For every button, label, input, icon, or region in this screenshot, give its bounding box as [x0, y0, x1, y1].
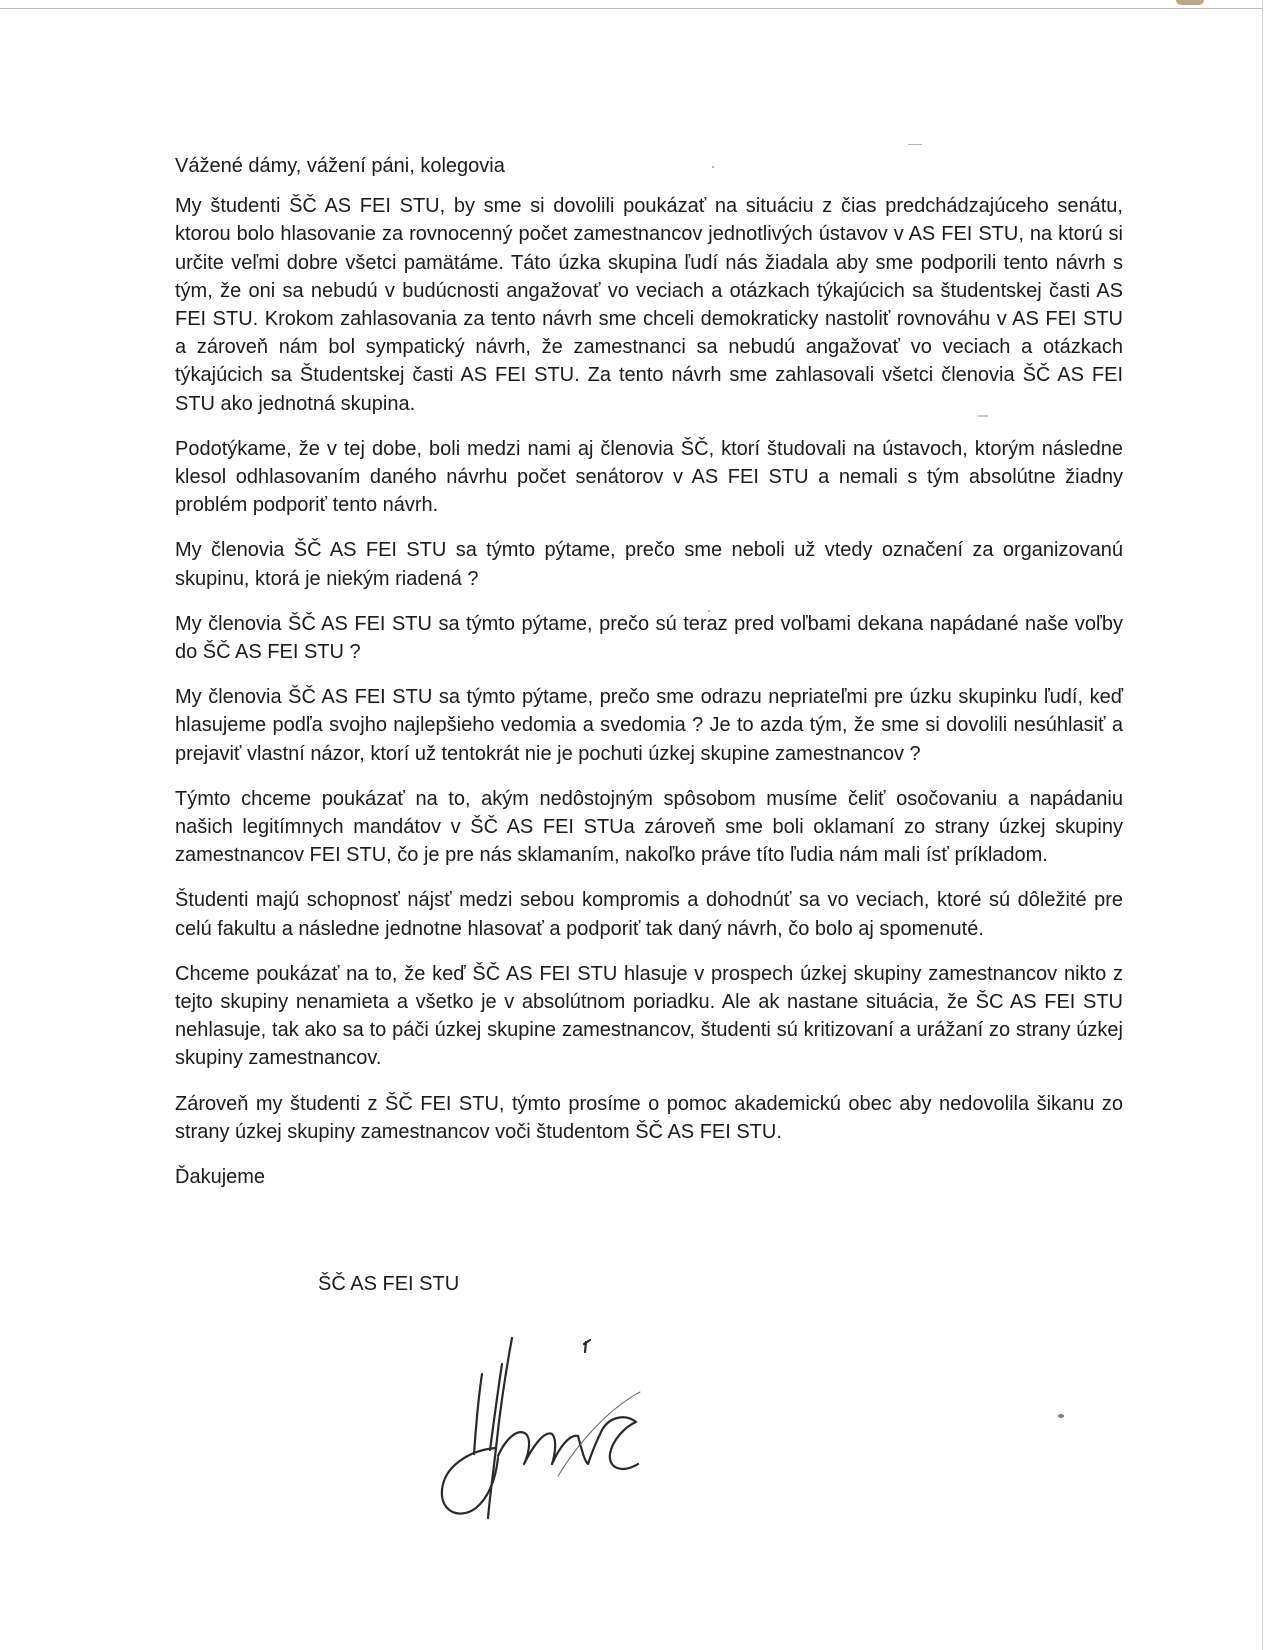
paragraph: Chceme poukázať na to, že keď ŠČ AS FEI STU hlasuje v prospech úzkej skupiny zamestnancov nikto z tejto skupiny nenamieta a všetko je v absolútnom poriadku. Ale ak nastane situácia, že ŠC AS FEI STU nehlasuje, tak ako sa to páči úzkej skupine zamestnancov, študenti sú kritizovaní a urážaní zo strany úzkej skupiny zamestnancov.: [175, 962, 1123, 1070]
scan-speck: [1058, 1414, 1064, 1418]
corner-mark: [1176, 0, 1204, 5]
letter-body: [175, 152, 1123, 1191]
paragraph: My členovia ŠČ AS FEI STU sa týmto pýtame, prečo sú teraz pred voľbami dekana napádané naše voľby do ŠČ AS FEI STU ?: [175, 612, 1123, 664]
paragraph: My členovia ŠČ AS FEI STU sa týmto pýtame, prečo sme odrazu nepriateľmi pre úzku skupinku ľudí, keď hlasujeme podľa svojho najlepšieho vedomia a svedomia ? Je to azda tým, že sme si dovolili nesúhlasiť a prejaviť vlastní názor, ktorí už tentokrát nie je pochuti úzkej skupine zamestnancov ?: [175, 686, 1123, 765]
paragraph: Týmto chceme poukázať na to, akým nedôstojným spôsobom musíme čeliť osočovaniu a napádaniu našich legitímnych mandátov v ŠČ AS FEI STUa zároveň sme boli oklamaní zo strany úzkej skupiny zamestnancov FEI STU, čo je pre nás sklamaním, nakoľko práve títo ľudia nám mali ísť príkladom.: [175, 787, 1123, 867]
paragraph: My členovia ŠČ AS FEI STU sa týmto pýtame, prečo sme neboli už vtedy označení za organizovanú skupinu, ktorá je niekým riadená ?: [175, 539, 1123, 590]
salutation: Vážené dámy, vážení páni, kolegovia: [175, 155, 505, 177]
paragraph: My študenti ŠČ AS FEI STU, by sme si dovolili poukázať na situáciu z čias predchádzajúceho senátu, ktorou bolo hlasovanie za rovnocenný počet zamestnancov jednotlivých ústavov v AS FEI STU, na ktorú si určite veľmi dobre všetci pamätáme. Táto úzka skupina ľudí nás žiadala aby sme podporili tento návrh s tým, že oni sa nebudú v budúcnosti angažovať vo veciach a otázkach týkajúcich sa študentskej časti AS FEI STU. Krokom zahlasovania za tento návrh sme chceli demokraticky nastoliť rovnováhu v AS FEI STU a zároveň nám bol sympatický návrh, že zamestnanci sa nebudú angažovať vo veciach a otázkach týkajúcich sa Študentskej časti AS FEI STU. Za tento návrh sme zahlasovali všetci členovia ŠČ AS FEI STU ako jednotná skupina.: [175, 195, 1123, 415]
closing: Ďakujeme: [175, 1166, 266, 1189]
paragraph: Podotýkame, že v tej dobe, boli medzi nami aj členovia ŠČ, ktorí študovali na ústavoch, ktorým následne klesol odhlasovaním daného návrhu počet senátorov v AS FEI STU a nemali s tým absolútne žiadny problém podporiť tento návrh.: [175, 437, 1123, 517]
signatory: ŠČ AS FEI STU: [318, 1273, 460, 1295]
scan-right-edge: [1262, 0, 1263, 1650]
scan-top-edge: [0, 8, 1262, 9]
paragraph: Zároveň my študenti z ŠČ FEI STU, týmto prosíme o pomoc akademickú obec aby nedovolila šikanu zo strany úzkej skupiny zamestnancov voči študentom ŠČ AS FEI STU.: [175, 1092, 1123, 1143]
paragraph: Študenti majú schopnosť nájsť medzi sebou kompromis a dohodnúť sa vo veciach, ktoré sú dôležité pre celú fakultu a následne jednotne hlasovať a podporiť tak daný návrh, čo bolo aj spomenuté.: [175, 889, 1123, 940]
scan-speck: [908, 144, 922, 145]
handwritten-signature: [440, 1330, 670, 1530]
